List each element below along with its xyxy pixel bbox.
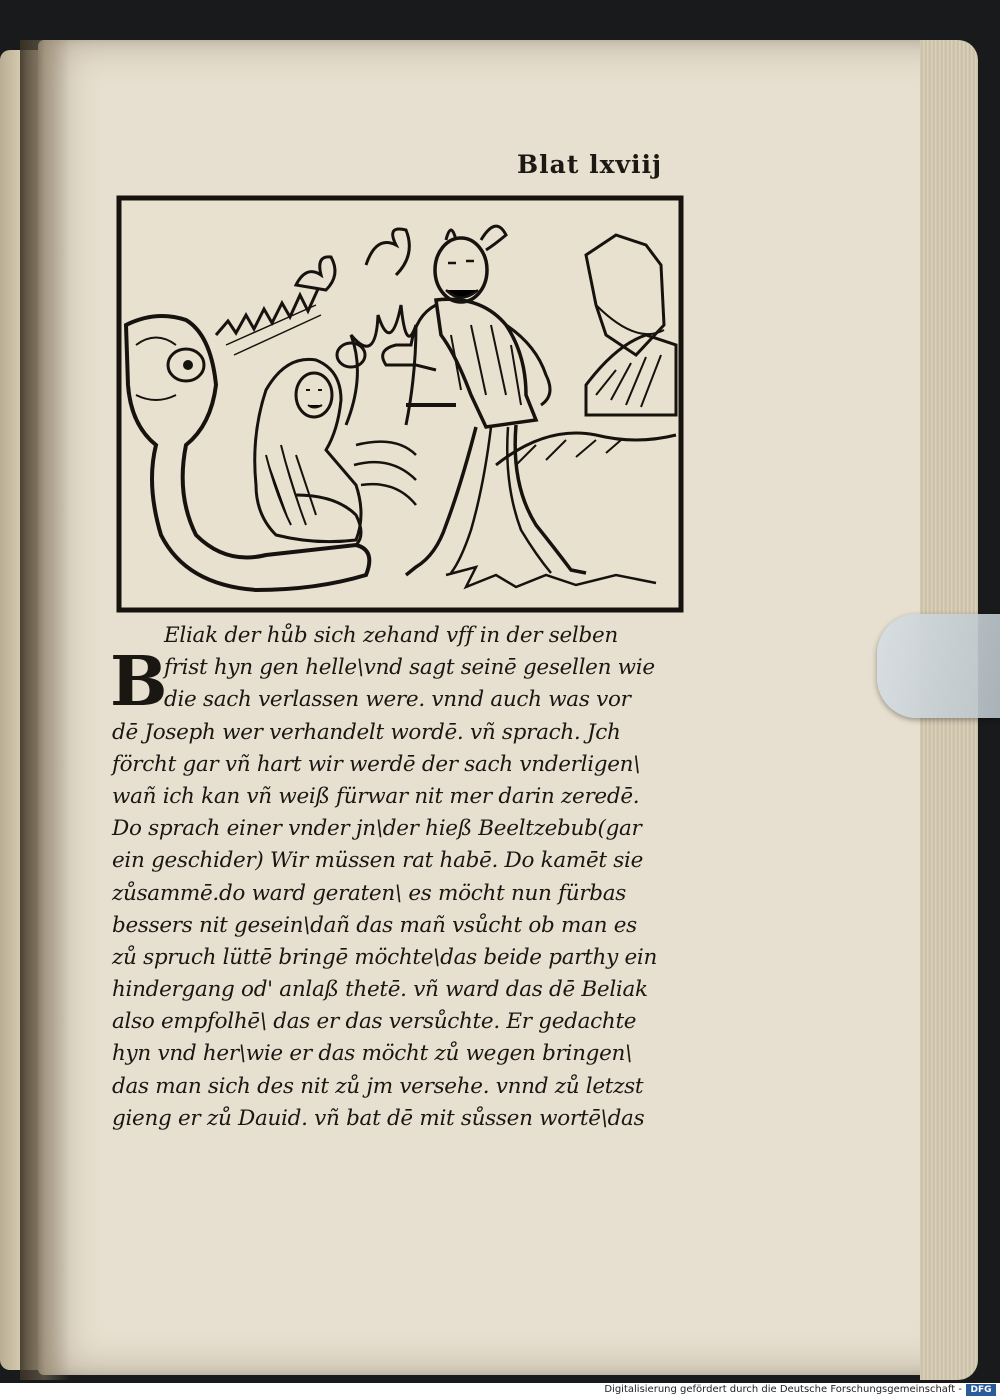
body-text — [112, 620, 692, 1135]
text-line: Do sprach einer vnder jn\der hieß Beeltzebub(gar — [112, 816, 642, 842]
woodcut-illustration — [116, 195, 684, 613]
text-line: ein geschider) Wir müssen rat habē. Do kamēt sie — [112, 848, 644, 874]
footer-credit: Digitalisierung gefördert durch die Deutsche Forschungsgemeinschaft - — [604, 1384, 962, 1395]
text-line: frist hyn gen helle\vnd sagt seinē gesellen wie — [164, 655, 655, 681]
text-line: zů spruch lüttē bringē möchte\das beide parthy ein — [112, 944, 658, 970]
text-line: hindergang od' anlaß thetē. vñ ward das dē Beliak — [112, 977, 648, 1003]
page-header: Blat lxviij — [517, 150, 663, 179]
footer-bar — [0, 1383, 1000, 1397]
book-gutter — [20, 40, 70, 1380]
text-line: das man sich des nit zů jm versehe. vnnd zů letzst — [112, 1073, 644, 1099]
text-line: bessers nit gesein\dañ das mañ vsůcht ob man es — [112, 912, 637, 938]
page-clip-tab — [877, 614, 1000, 718]
text-line: wañ ich kan vñ weiß fürwar nit mer darin zeredē. — [112, 783, 640, 809]
drop-cap: B — [110, 642, 168, 722]
text-line: dē Joseph wer verhandelt wordē. vñ sprach. Jch — [112, 719, 621, 745]
text-line: Eliak der hůb sich zehand vff in der selben — [164, 623, 618, 648]
text-line: gieng er zů Dauid. vñ bat dē mit sůssen wortē\das — [112, 1105, 645, 1131]
dfg-logo: DFG — [966, 1384, 996, 1396]
text-line: förcht gar vñ hart wir werdē der sach vnderligen\ — [112, 751, 641, 777]
text-line: die sach verlassen were. vnnd auch was vor — [164, 687, 631, 713]
show-through — [700, 770, 930, 990]
text-line: also empfolhē\ das er das versůchte. Er gedachte — [112, 1009, 637, 1035]
text-line: zůsammē.do ward geraten\ es möcht nun fürbas — [112, 880, 627, 906]
text-line: hyn vnd her\wie er das möcht zů wegen bringen\ — [112, 1041, 633, 1067]
